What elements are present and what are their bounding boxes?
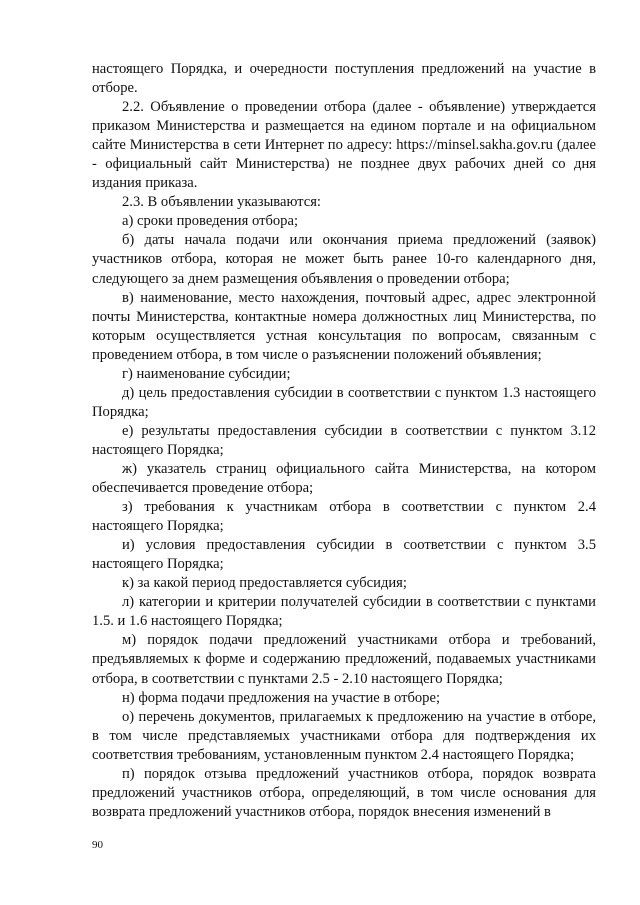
list-item-o: о) перечень документов, прилагаемых к предложению на участие в отборе, в том числе представляемых участниками отбора для подтверждения их соответствия требованиям, установленным пунктом 2.4 настоящего Порядка; <box>92 708 596 763</box>
list-item-zh: ж) указатель страниц официального сайта Министерства, на котором обеспечивается проведение отбора; <box>92 460 596 497</box>
list-item-l: л) категории и критерии получателей субсидии в соответствии с пунктами 1.5. и 1.6 настоящего Порядка; <box>92 594 596 630</box>
paragraph-2-3: 2.3. В объявлении указываются: <box>122 194 321 211</box>
paragraph-continuation: настоящего Порядка, и очередности поступления предложений на участие в отборе. <box>92 61 596 97</box>
list-item-d: д) цель предоставления субсидии в соответствии с пунктом 1.3 настоящего Порядка; <box>92 384 596 420</box>
document-body <box>92 60 596 822</box>
list-item-b: б) даты начала подачи или окончания приема предложений (заявок) участников отбора, которая не может быть ранее 10-го календарного дня, следующего за днем размещения объявления о проведении отбора; <box>92 232 596 287</box>
list-item-m: м) порядок подачи предложений участниками отбора и требований, предъявляемых к форме и содержанию предложений, подаваемых участниками отбора, в соответствии с пунктами 2.5 - 2.10 настоящего Порядка; <box>92 632 596 687</box>
list-item-n: н) форма подачи предложения на участие в отборе; <box>122 689 441 706</box>
list-item-k: к) за какой период предоставляется субсидия; <box>122 575 407 592</box>
list-item-v: в) наименование, место нахождения, почтовый адрес, адрес электронной почты Министерства, контактные номера должностных лиц Министерства, по которым осуществляется устная консультация по вопросам, связанным с проведением отбора, в том числе о разъяснении положений объявления; <box>92 289 596 363</box>
list-item-g: г) наименование субсидии; <box>122 365 291 382</box>
list-item-a: а) сроки проведения отбора; <box>122 213 299 230</box>
list-item-p: п) порядок отзыва предложений участников отбора, порядок возврата предложений участников отбора, определяющий, в том числе основания для возврата предложений участников отбора, порядок внесения изменений в <box>92 765 596 820</box>
paragraph-2-2: 2.2. Объявление о проведении отбора (далее - объявление) утверждается приказом Министерства и размещается на едином портале и на официальном сайте Министерства в сети Интернет по адресу: https://minsel.sakha.gov.ru (далее - официальный сайт Министерства) не позднее двух рабочих дней со дня издания приказа. <box>92 99 596 192</box>
list-item-e: е) результаты предоставления субсидии в соответствии с пунктом 3.12 настоящего Порядка; <box>92 422 596 458</box>
page-number: 90 <box>92 839 103 851</box>
list-item-i: и) условия предоставления субсидии в соответствии с пунктом 3.5 настоящего Порядка; <box>92 537 596 573</box>
list-item-z: з) требования к участникам отбора в соответствии с пунктом 2.4 настоящего Порядка; <box>92 499 596 535</box>
